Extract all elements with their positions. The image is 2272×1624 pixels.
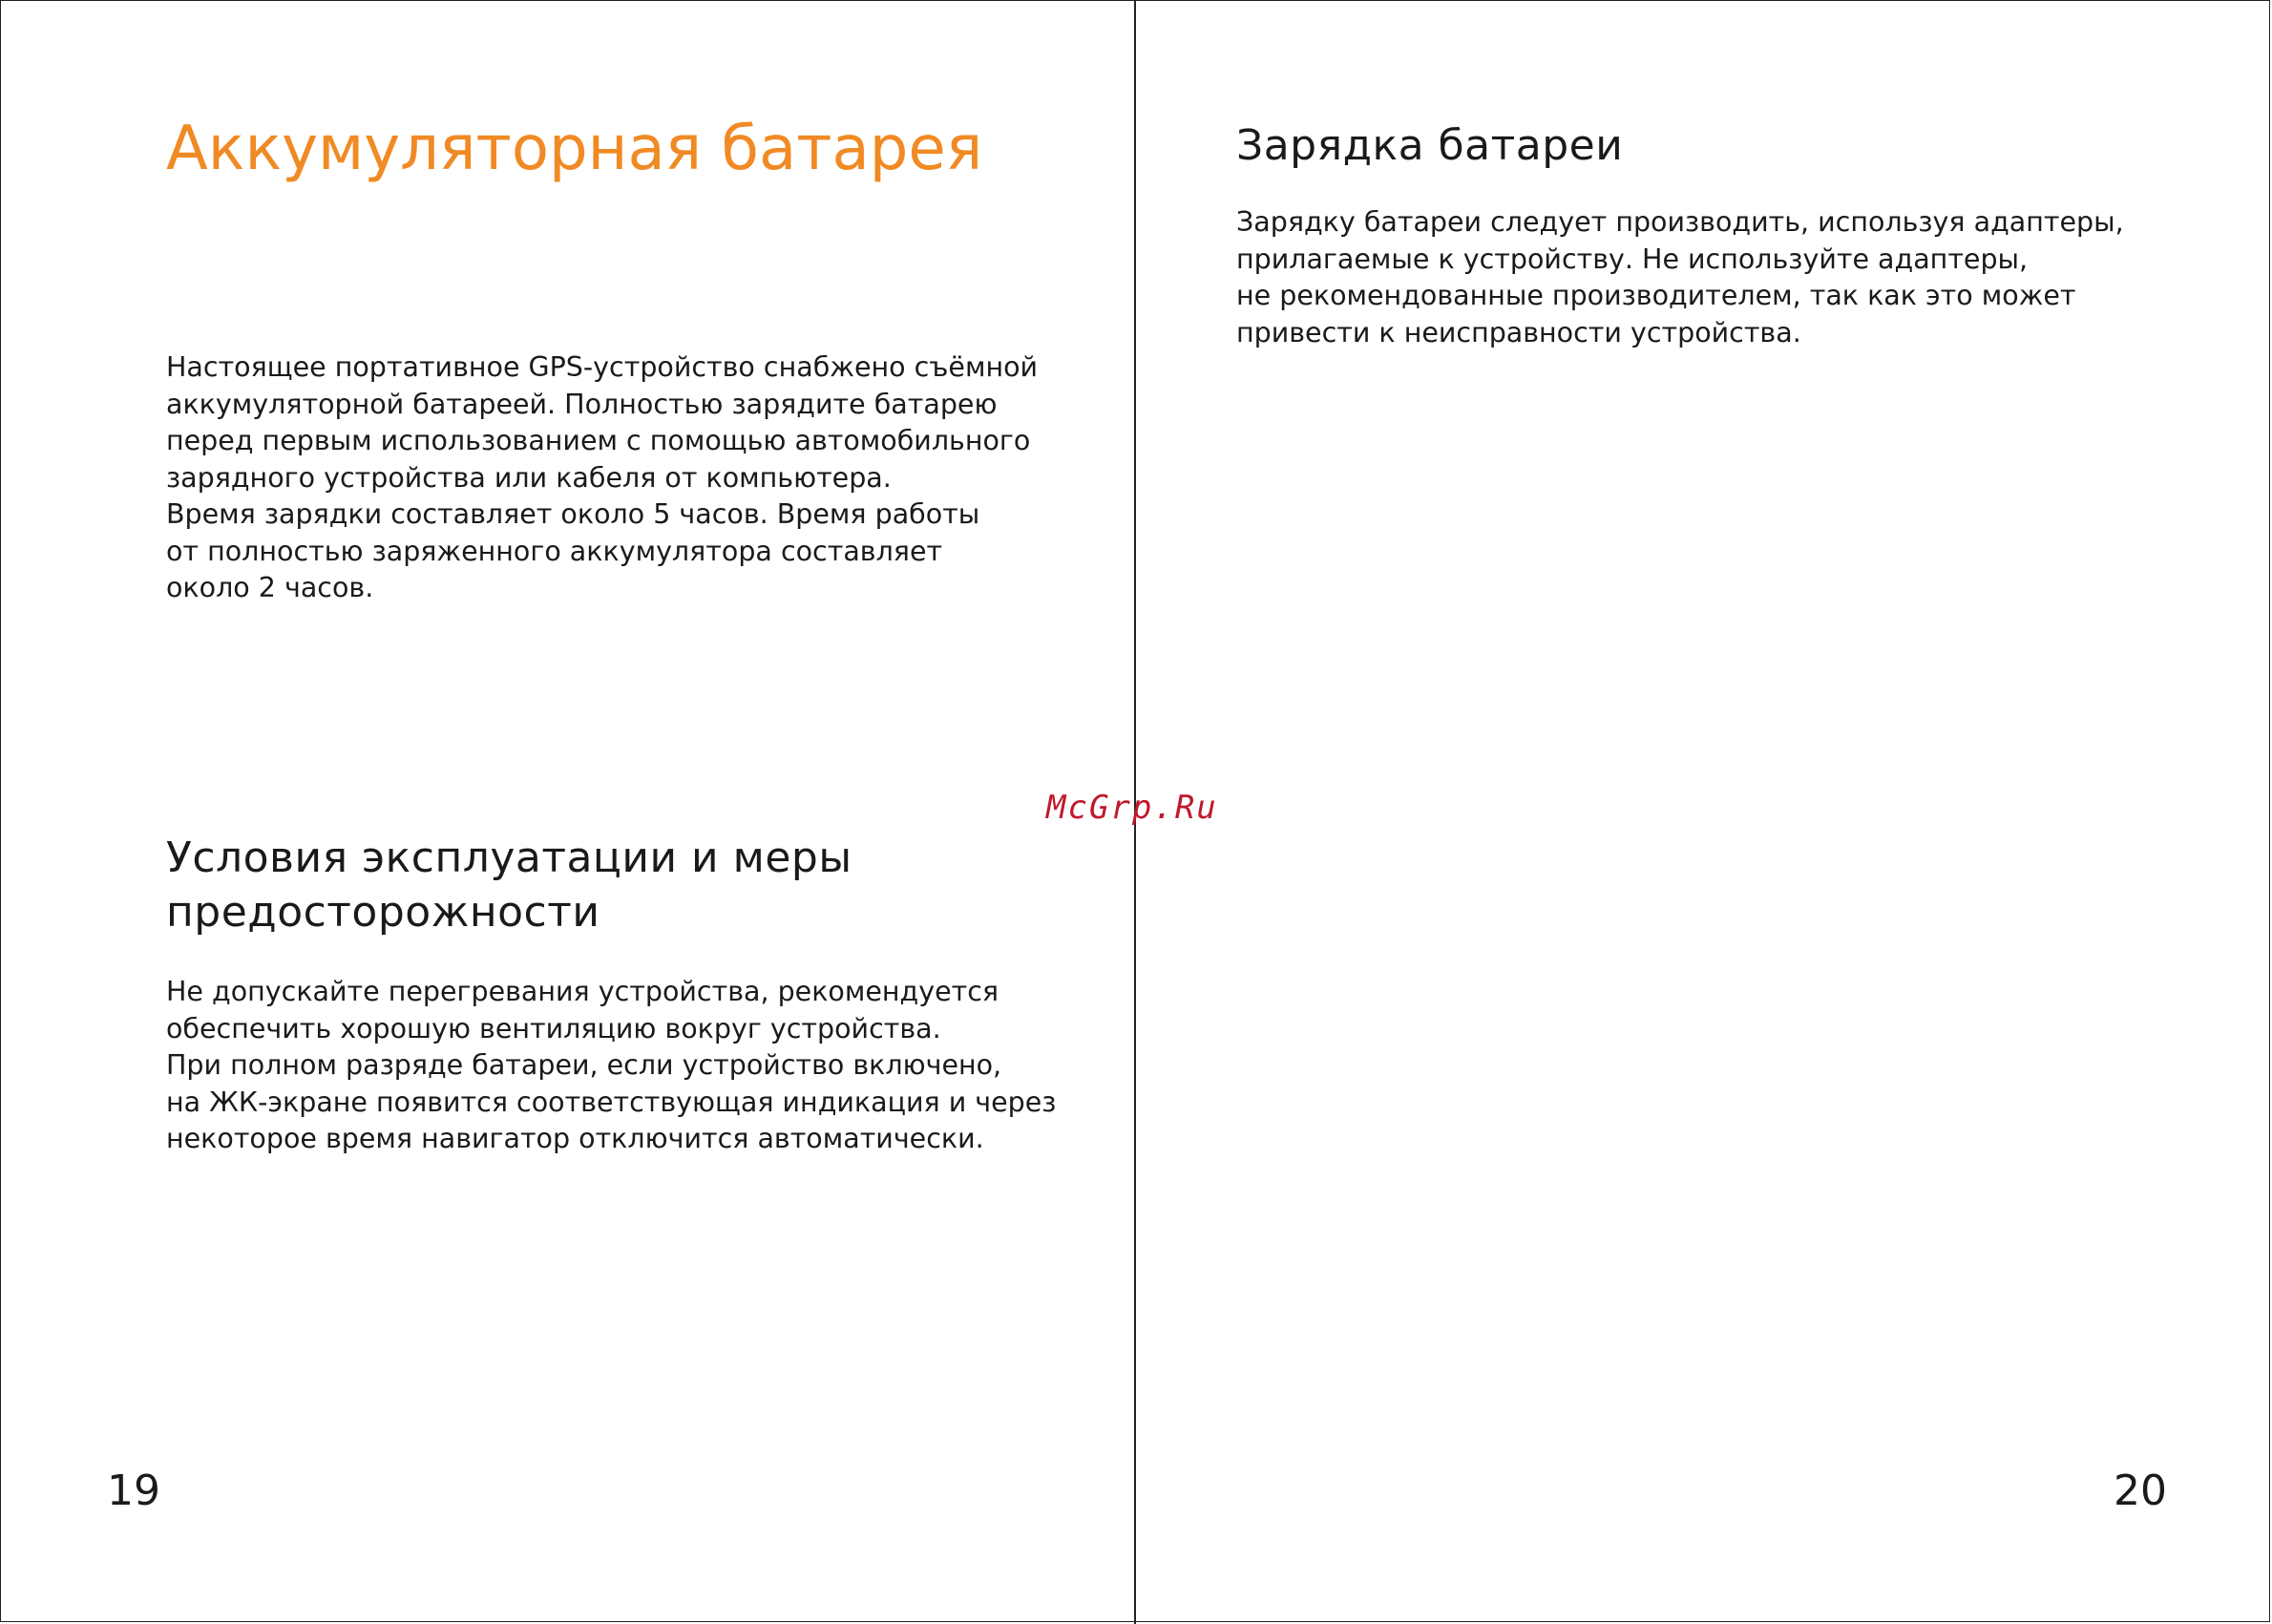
right-page — [1136, 0, 2270, 1624]
section-heading-charging: Зарядка батареи — [1236, 121, 1624, 170]
page-title: Аккумуляторная батарея — [166, 114, 983, 184]
watermark: McGrp.Ru — [1046, 789, 1218, 827]
page-number-right: 20 — [2114, 1466, 2167, 1515]
charging-paragraph: Зарядку батареи следует производить, используя адаптеры, прилагаемые к устройству. Не используйте адаптеры, не рекомендованные производителем, так как это может привести к неисправности устройства. — [1236, 206, 2124, 348]
conditions-paragraph: Не допускайте перегревания устройства, рекомендуется обеспечить хорошую вентиляцию вокруг устройства. При полном разряде батареи, если устройство включено, на ЖК-экране появится соответствующая индикация и через некоторое время навигатор отключится автоматически. — [166, 976, 1057, 1154]
page-number-left: 19 — [107, 1466, 160, 1515]
intro-paragraph: Настоящее портативное GPS-устройство снабжено съёмной аккумуляторной батареей. Полностью зарядите батарею перед первым использованием с помощью автомобильного зарядного устройства или кабеля от компьютера. Время зарядки составляет около 5 часов. Время работы от полностью заряженного аккумулятора составляет около 2 часов. — [166, 351, 1039, 603]
left-page — [0, 0, 1134, 1624]
section-heading-conditions: Условия эксплуатации и меры предосторожности — [166, 833, 852, 937]
